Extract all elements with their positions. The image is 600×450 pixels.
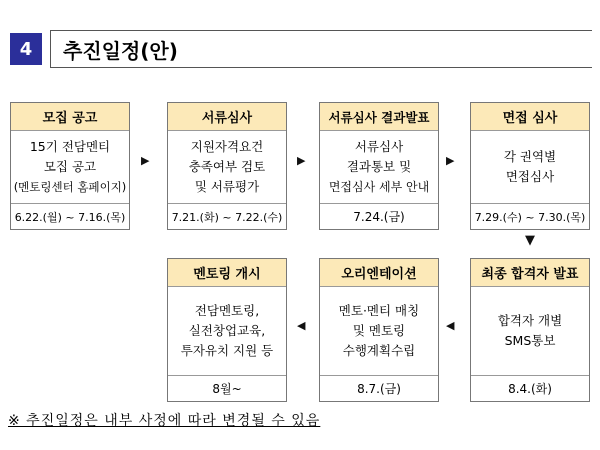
step-line: 투자유치 지원 등 — [180, 343, 274, 358]
step-title: 최종 합격자 발표 — [471, 259, 589, 287]
step-description — [168, 131, 286, 203]
arrow-down-icon: ▼ — [525, 233, 535, 248]
step-date: 7.24.(금) — [320, 203, 438, 229]
step-line: 모집 공고 — [43, 159, 97, 174]
step-date: 8.7.(금) — [320, 375, 438, 401]
arrow-left-icon: ◀ — [446, 319, 455, 332]
step-date: 8월~ — [168, 375, 286, 401]
step-description — [320, 131, 438, 203]
step-mentoring-start — [167, 258, 287, 402]
step-title: 멘토링 개시 — [168, 259, 286, 287]
arrow-left-icon: ◀ — [297, 319, 306, 332]
step-line: 합격자 개별 — [497, 313, 563, 328]
section-header — [10, 30, 592, 70]
step-title: 오리엔테이션 — [320, 259, 438, 287]
step-line: 및 서류평가 — [194, 179, 260, 194]
section-number: 4 — [10, 33, 42, 65]
step-line: 서류심사 — [354, 139, 404, 154]
step-line: (멘토링센터 홈페이지) — [13, 180, 127, 194]
step-date: 6.22.(월) ~ 7.16.(목) — [11, 203, 129, 229]
step-document-result — [319, 102, 439, 230]
step-title: 모집 공고 — [11, 103, 129, 131]
step-interview — [470, 102, 590, 230]
step-line: 지원자격요건 — [190, 139, 264, 154]
step-title: 면접 심사 — [471, 103, 589, 131]
step-title: 서류심사 — [168, 103, 286, 131]
step-line: 각 권역별 — [503, 149, 557, 164]
step-description — [471, 287, 589, 375]
step-line: 면접심사 — [505, 169, 555, 184]
step-title: 서류심사 결과발표 — [320, 103, 438, 131]
step-description — [320, 287, 438, 375]
footnote: ※ 추진일정은 내부 사정에 따라 변경될 수 있음 — [8, 413, 321, 429]
arrow-right-icon: ▶ — [141, 154, 150, 167]
step-description — [168, 287, 286, 375]
step-line: 수행계획수립 — [342, 343, 416, 358]
step-date: 7.29.(수) ~ 7.30.(목) — [471, 203, 589, 229]
step-line: 결과통보 및 — [346, 159, 412, 174]
step-line: 멘토·멘티 매칭 — [338, 303, 420, 318]
step-description — [11, 131, 129, 203]
step-line: 및 멘토링 — [352, 323, 406, 338]
arrow-right-icon: ▶ — [446, 154, 455, 167]
section-title: 추진일정(안) — [50, 30, 592, 68]
step-line: 실전창업교육, — [188, 323, 266, 338]
arrow-right-icon: ▶ — [297, 154, 306, 167]
step-line: 충족여부 검토 — [188, 159, 266, 174]
step-final-result — [470, 258, 590, 402]
step-date: 8.4.(화) — [471, 375, 589, 401]
step-recruitment — [10, 102, 130, 230]
step-description — [471, 131, 589, 203]
step-date: 7.21.(화) ~ 7.22.(수) — [168, 203, 286, 229]
step-line: 면접심사 세부 안내 — [328, 180, 430, 194]
step-line: 15기 전담멘티 — [29, 139, 111, 154]
step-line: SMS통보 — [504, 333, 556, 348]
step-document-review — [167, 102, 287, 230]
step-line: 전담멘토링, — [194, 303, 260, 318]
step-orientation — [319, 258, 439, 402]
